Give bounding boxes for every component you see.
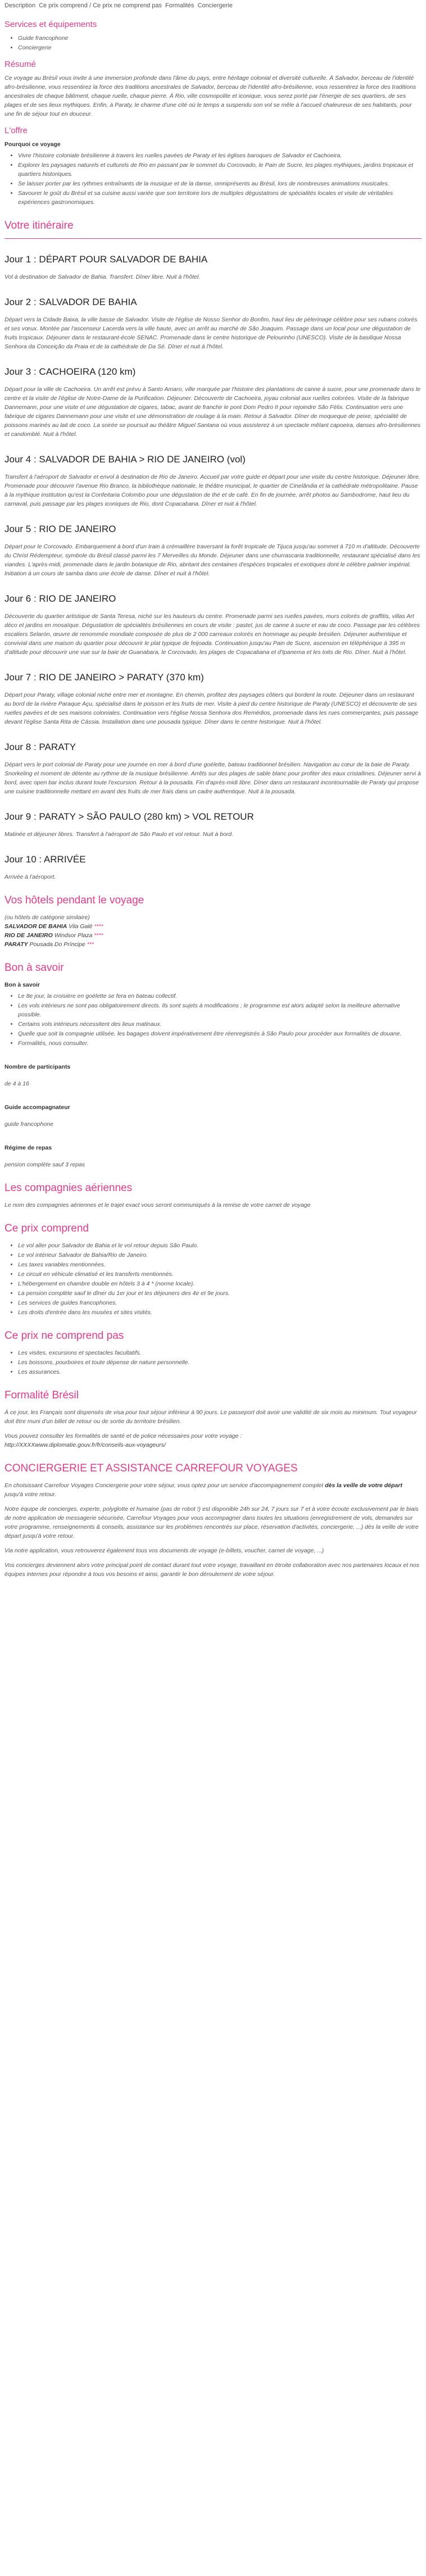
services-title: Services et équipements [4, 20, 97, 29]
conciergerie-text: Notre équipe de concierges, experte, polyglotte et humaine (pas de robot !) est disponible 24h sur 24, 7 jours sur 7 et à votre écoute exclusivement par le biais de notre application de messagerie sécurisée, Carrefour Voyages pour vous accompagner dans toutes les situations (enregistrement de vols, demandes sur votre programme, renseignements & conseils, assistance sur les problèmes rencontrés sur place, réservation d'activités, conciergerie, ...) dès la veille de votre départ jusqu'à votre retour. [4, 1506, 419, 1539]
formalite-text: Vous pouvez consulter les formalités de santé et de police nécessaires pour votre voyage : [4, 1433, 242, 1439]
day-title: Jour 10 : ARRIVÉE [4, 854, 86, 865]
regime-label: Régime de repas [4, 1144, 52, 1151]
hotel-stars: **** [94, 932, 103, 939]
day-text: Départ vers le port colonial de Paraty pour une journée en mer à bord d'une goélette, bateau traditionnel brésilien. Navigation au cœur de la baie de Paraty. Snorkeling et moment de détente au rythme de la musique brésilienne. Arrêts sur des plages de sable blanc pour profiter des eaux cristallines. Déjeuner servi à bord, avec open bar inclus durant toute l'excursion. Retour à la pousada. Fin d'après-midi libre. Dîner dans un restaurant incontournable de Paraty qui propose une cuisine traditionnelle mettant en avant des fruits de mer frais dans un cadre authentique. Nuit à la pousada. [4, 761, 421, 795]
offre-list [4, 151, 422, 207]
list-item: • Le vol aller pour Salvador de Bahia et le vol retour depuis São Paulo. [18, 1241, 422, 1250]
formalite-link[interactable] [4, 1441, 422, 1450]
services-list [4, 34, 422, 52]
list-item: • Quelle que soit la compagnie utilisée, les bagages doivent impérativement être réenregistrés à São Paulo pour procéder aux formalités de douane. [18, 1029, 422, 1038]
day-text: Transfert à l'aéroport de Salvador et envol à destination de Rio de Janeiro. Accueil par votre guide et départ pour une visite du centre historique. Déjeuner libre. Promenade pour découvrir l'avenue Rio Branco, la bibliothèque nationale, le théâtre municipal, le quartier de Cinelândia et la cathédrale métropolitaine. Pause à la mythique institution qu'est la Confeitaria Colombo pour une dégustation de thé et de café. En fin de journée, arrêt photos au Sambodrome, haut lieu du carnaval, puis passage par les plages iconiques de Rio, dont Copacabana. Dîner et nuit à l'hôtel. [4, 474, 420, 507]
day-title: Jour 5 : RIO DE JANEIRO [4, 524, 116, 534]
hotel-city: SALVADOR DE BAHIA [4, 923, 67, 930]
divider [4, 238, 422, 239]
guide-value: guide francophone [4, 1121, 53, 1128]
tab-description[interactable]: Description [4, 2, 36, 9]
hotel-stars: *** [87, 941, 94, 948]
formalite-link-anchor[interactable]: http://XXXXwww.diplomatie.gouv.fr/fr/conseils-aux-voyageurs/ [4, 1442, 166, 1448]
list-item: • Les boissons, pourboires et toute dépense de nature personnelle. [18, 1358, 422, 1367]
day-block [4, 811, 422, 839]
hotels-note: (ou hôtels de catégorie similaire) [4, 914, 90, 921]
list-item: • Les visites, excursions et spectacles facultatifs. [18, 1348, 422, 1357]
day-text: Matinée et déjeuner libres. Transfert à l'aéroport de São Paulo et vol retour. Nuit à bord. [4, 831, 234, 838]
hotel-name: Windsor Plaza [54, 932, 93, 939]
text-span-bold: dès la veille de votre départ [325, 1482, 402, 1489]
participants-label: Nombre de participants [4, 1064, 71, 1070]
list-item: • Le 8e jour, la croisière en goélette se fera en bateau collectif. [18, 992, 422, 1001]
hotel-name: Vila Galé [69, 923, 93, 930]
list-item: • Le vol intérieur Salvador de Bahia/Rio de Janeiro. [18, 1251, 422, 1260]
list-item: • Savourer le goût du Brésil et sa cuisine aussi variée que son territoire lors de multiples dégustations de spécialités locales et visite de véritables expériences gastronomiques. [18, 189, 422, 207]
hotel-city: PARATY [4, 941, 28, 948]
day-block [4, 296, 422, 351]
day-text: Découverte du quartier artistique de Santa Teresa, niché sur les hauteurs du centre. Promenade parmi ses ruelles pavées, murs colorés de graffitis, villas Art déco et jardins en mosaïque. Dégustation de spécialités brésiliennes en cours de visite : pastel, jus de canne à sucre et eau de coco. Passage par les célèbres escaliers Selarón, œuvre de renommée mondiale composée de plus de 2 000 carreaux colorés en hommage au peuple brésilien. Déjeuner authentique et convivial dans une maison du quartier pour découvrir le plat typique de feijoada. Continuation jusqu'au Pain de Sucre, ascension en téléphérique à 395 m d'altitude pour découvrir une vue sur la baie de Guanabara, le Corcovado, les plages de Copacabana et d'Ipanema et les toits de Rio. Dîner. Nuit à l'hôtel. [4, 613, 420, 656]
list-item: • Le circuit en véhicule climatisé et les transferts mentionnés. [18, 1270, 422, 1279]
day-title: Jour 7 : RIO DE JANEIRO > PARATY (370 km) [4, 672, 204, 683]
tab-formalites[interactable]: Formalités [165, 2, 194, 9]
list-item: • Vivre l'histoire coloniale brésilienne à travers les ruelles pavées de Paraty et les églises baroques de Salvador et Cachoeira. [18, 151, 422, 160]
guide-label: Guide accompagnateur [4, 1104, 70, 1111]
conciergerie-text: Via notre application, vous retrouverez également tous vos documents de voyage (e-billets, voucher, carnet de voyage, ...) [4, 1547, 324, 1554]
comprend-list [4, 1241, 422, 1317]
resume-text: Ce voyage au Brésil vous invite à une immersion profonde dans l'âme du pays, entre héritage colonial et diversité culturelle. À Salvador, berceau de l'identité afro-brésilienne, vous ressentirez la force des traditions ancestrales de Salvador, berceau de l'identité afro-brésilienne, vous ressentirez la force des traditions ancestrales de chaque bâtiment, chaque ruelle, chaque pierre. À Rio, ville cosmopolite et iconique, vous serez porté par l'énergie de ses quartiers, de ses plages et de ses lieux mythiques. Enfin, à Paraty, le charme d'une cité où le temps a suspendu son vol se mêle à l'accueil chaleureux de ses habitants, pour une fin de séjour tout en douceur. [4, 75, 416, 117]
day-block [4, 366, 422, 439]
ne-comprend-list [4, 1348, 422, 1376]
text-span: En choisissant Carrefour Voyages Conciergerie pour votre séjour, vous optez pour un service d'accompagnement complet [4, 1482, 325, 1489]
list-item: • Certains vols intérieurs nécessitent des lieux matinaux. [18, 1020, 422, 1029]
day-title: Jour 1 : DÉPART POUR SALVADOR DE BAHIA [4, 254, 208, 265]
hotels-title: Vos hôtels pendant le voyage [4, 894, 144, 906]
list-item: • Les taxes variables mentionnées. [18, 1260, 422, 1269]
bon-subtitle: Bon à savoir [4, 982, 40, 988]
list-item: • Explorer les paysages naturels et culturels de Rio en passant par le sommet du Corcovado, le Pain de Sucre, les plages mythiques, jardins tropicaux et quartiers historiques. [18, 161, 422, 179]
list-item: • Se laisser porter par les rythmes entraînants de la musique et de la danse, omniprésents au Brésil, lors de nombreuses animations musicales. [18, 179, 422, 188]
bon-list [4, 992, 422, 1048]
list-item: • Les assurances. [18, 1367, 422, 1376]
hotel-stars: **** [94, 923, 103, 930]
list-item: • Les droits d'entrée dans les musées et sites visités. [18, 1308, 422, 1317]
offre-title: L'offre [4, 126, 28, 135]
tab-conciergerie[interactable]: Conciergerie [197, 2, 233, 9]
resume-title: Résumé [4, 60, 36, 69]
hotel-row [4, 922, 422, 931]
list-item: • Les vols intérieurs ne sont pas obligatoirement directs. Ils sont sujets à modifications ; le programme est alors adapté selon la meilleure alternative possible. [18, 1001, 422, 1019]
hotel-row [4, 931, 422, 940]
bon-title: Bon à savoir [4, 962, 64, 974]
day-title: Jour 8 : PARATY [4, 742, 76, 752]
itineraire-title: Votre itinéraire [4, 220, 74, 231]
hotel-row [4, 940, 422, 949]
day-text: Départ pour Paraty, village colonial niché entre mer et montagne. En chemin, profitez des paysages côtiers qui bordent la route. Déjeuner dans un restaurant au bord de la rivière Paraque Açu, spécialisé dans le poisson et les fruits de mer. Visite à pied du centre historique de Paraty (UNESCO) et découverte de ses ruelles pavées et de ses maisons coloniales. Continuation vers l'église Nossa Senhora dos Remédios, promenade dans les rues commerçantes, puis passage devant l'église Santa Rita de Cássia. Installation dans une pousada typique. Dîner dans le centre historique. Nuit à l'hôtel. [4, 692, 419, 725]
list-item: • L'hébergement en chambre double en hôtels 3 à 4 * (norme locale). [18, 1279, 422, 1288]
compagnies-title: Les compagnies aériennes [4, 1182, 133, 1194]
list-item: • La pension complète sauf le dîner du 1er jour et les déjeuners des 4e et 9e jours. [18, 1289, 422, 1298]
day-title: Jour 6 : RIO DE JANEIRO [4, 593, 116, 604]
list-item: • Conciergerie [18, 43, 422, 52]
participants-value: de 4 à 16 [4, 1080, 29, 1087]
list-item: • Guide francophone [18, 34, 422, 43]
conciergerie-text: Vos concierges deviennent alors votre principal point de contact durant tout votre voyage, travaillant en étroite collaboration avec nos partenaires locaux et nos équipes internes pour répondre à tous vos besoins et ainsi, garantir le bon déroulement de votre séjour. [4, 1562, 419, 1578]
day-title: Jour 3 : CACHOEIRA (120 km) [4, 366, 136, 377]
tab-prix[interactable]: Ce prix comprend / Ce prix ne comprend pas [39, 2, 162, 9]
hotel-name: Pousada Do Príncipe [29, 941, 85, 948]
tab-bar [4, 0, 422, 12]
day-block [4, 453, 422, 508]
day-block [4, 741, 422, 796]
day-title: Jour 2 : SALVADOR DE BAHIA [4, 297, 137, 307]
day-block [4, 253, 422, 281]
day-title: Jour 9 : PARATY > SÃO PAULO (280 km) > VOL RETOUR [4, 811, 254, 822]
day-text: Départ vers la Cidade Baixa, la ville basse de Salvador. Visite de l'église de Nosso Senhor do Bonfim, haut lieu de pèlerinage célèbre pour ses rubans colorés et ses vœux. Montée par l'ascenseur Lacerda vers la ville haute, avec un arrêt au marché de São Joaquim. Passage dans un local pour une dégustation de fruits tropicaux. Déjeuner dans le restaurant-école SENAC. Promenade dans le centre historique de Pelourinho (UNESCO). Visite de la basilique Nossa Senhora da Conceição da Praia et de la cathédrale de Da Sé. Dîner et nuit à l'hôtel. [4, 316, 418, 350]
day-block [4, 593, 422, 657]
formalite-text: À ce jour, les Français sont dispensés de visa pour tout séjour inférieur à 90 jours. Le passeport doit avoir une validité de six mois au minimum. Tout voyageur doit être muni d'un billet de retour ou de sortie du territoire brésilien. [4, 1409, 417, 1425]
conciergerie-title: CONCIERGERIE ET ASSISTANCE CARREFOUR VOYAGES [4, 1462, 298, 1474]
day-text: Arrivée à l'aéroport. [4, 874, 56, 880]
day-title: Jour 4 : SALVADOR DE BAHIA > RIO DE JANEIRO (vol) [4, 454, 246, 465]
compagnies-text: Le nom des compagnies aériennes et le trajet exact vous seront communiqués à la remise de votre carnet de voyage [4, 1202, 311, 1209]
formalite-title: Formalité Brésil [4, 1389, 79, 1401]
ne-comprend-title: Ce prix ne comprend pas [4, 1330, 124, 1342]
day-text: Départ pour la ville de Cachoeira. Un arrêt est prévu à Santo Amaro, ville marquée par l'histoire des plantations de canne à sucre, pour une promenade dans le centre et la visite de l'église de Notre-Dame de la Purification. Déjeuner. Découverte de Cachoeira, joyau colonial aux ruelles colorées. Visite de la fabrique Dannemann, pour une visite et une dégustation de cigares, tabac, avant de franchir le pont Dom Pedro II pour rejoindre São Félix. Continuation vers une fabrique de cigares Dannemann pour une visite et une démonstration de roulage à la main. Retour à Salvador. Dîner de moqueque de peixe, spécialité de poissons marinés au lait de coco. La soirée se poursuit au théâtre Miguel Santana où vous assisterez à un spectacle mêlant capoeira, danses afro-brésiliennes et candomblé. Nuit à l'hôtel. [4, 386, 421, 438]
hotel-city: RIO DE JANEIRO [4, 932, 53, 939]
text-span: jusqu'à votre retour. [4, 1491, 57, 1498]
offre-subtitle: Pourquoi ce voyage [4, 141, 61, 148]
day-block [4, 523, 422, 578]
regime-value: pension complète sauf 3 repas [4, 1161, 85, 1168]
day-text: Départ pour le Corcovado. Embarquement à bord d'un train à crémaillère traversant la forêt tropicale de Tijuca jusqu'au sommet à 710 m d'altitude. Découverte du Christ Rédempteur, symbole du Brésil classé parmi les 7 Merveilles du Monde. Déjeuner dans une churrascaria traditionnelle, restaurant spécialisé dans les viandes. L'après-midi, promenade dans le jardin botanique de Rio, abritant des centaines d'espèces tropicales et exotiques dont le célèbre palmier impérial. Initiation à un cours de samba dans une école de danse. Dîner et nuit à l'hôtel. [4, 543, 420, 577]
day-block [4, 671, 422, 726]
comprend-title: Ce prix comprend [4, 1223, 89, 1234]
day-text: Vol à destination de Salvador de Bahia. Transfert. Dîner libre. Nuit à l'hôtel. [4, 274, 201, 280]
conciergerie-text [4, 1481, 422, 1499]
day-block [4, 853, 422, 882]
list-item: • Formalités, nous consulter. [18, 1039, 422, 1048]
list-item: • Les services de guides francophones. [18, 1298, 422, 1307]
